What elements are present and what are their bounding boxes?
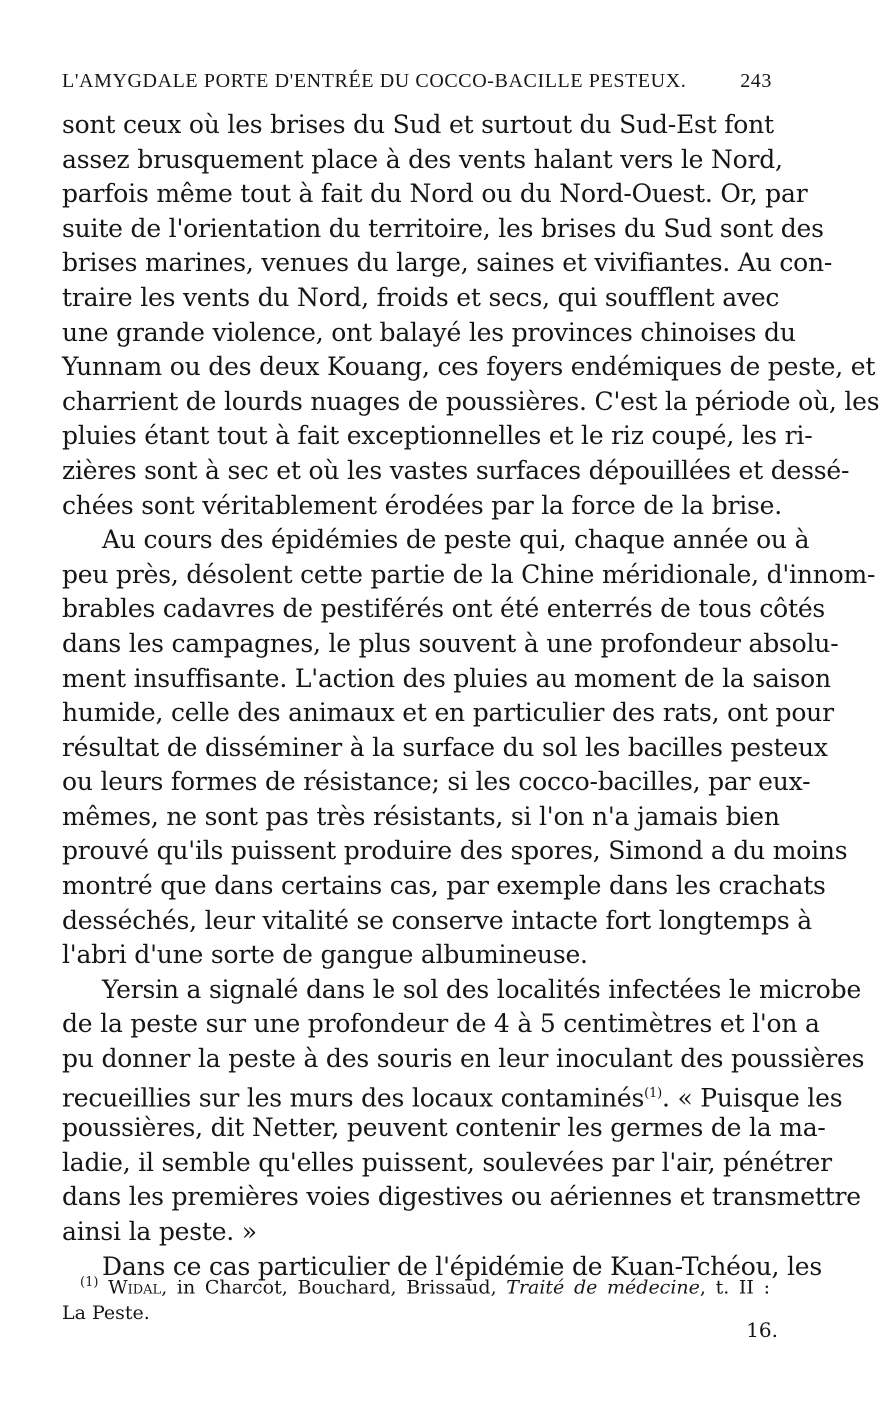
text-line: zières sont à sec et où les vastes surfaces dépouillées et dessé- (62, 455, 850, 485)
running-title: L'AMYGDALE PORTE D'ENTRÉE DU COCCO-BACILLE PESTEUX. (62, 70, 687, 92)
text-line: ou leurs formes de résistance; si les cocco-bacilles, par eux- (62, 767, 811, 797)
text-line: assez brusquement place à des vents halant vers le Nord, (62, 144, 783, 174)
running-header (62, 70, 772, 104)
text-line: mêmes, ne sont pas très résistants, si l'on n'a jamais bien (62, 801, 780, 831)
footnote-line (62, 1268, 770, 1298)
text-line: résultat de disséminer à la surface du sol les bacilles pesteux (62, 732, 828, 762)
text-line: peu près, désolent cette partie de la Chine méridionale, d'innom- (62, 559, 876, 589)
text-line: parfois même tout à fait du Nord ou du Nord-Ouest. Or, par (62, 179, 808, 209)
footnote-line-2: La Peste. (62, 1302, 150, 1324)
text-line: prouvé qu'ils puissent produire des spores, Simond a du moins (62, 836, 848, 866)
page-number: 243 (740, 70, 772, 92)
text-line: dans les premières voies digestives ou aériennes et transmettre (62, 1182, 861, 1212)
text-line: traire les vents du Nord, froids et secs, qui soufflent avec (62, 282, 780, 312)
text-line: de la peste sur une profondeur de 4 à 5 centimètres et l'on a (62, 1009, 820, 1039)
text-line: Yunnam ou des deux Kouang, ces foyers endémiques de peste, et (62, 352, 876, 382)
text-line: humide, celle des animaux et en particulier des rats, ont pour (62, 698, 834, 728)
footnote-title: Traité de médecine (506, 1276, 700, 1299)
text-line: Dans ce cas particulier de l'épidémie de Kuan-Tchéou, les (102, 1251, 823, 1281)
text-line: dans les campagnes, le plus souvent à une profondeur absolu- (62, 628, 839, 658)
text-line: ainsi la peste. » (62, 1217, 257, 1246)
footnote-marker: (1) (80, 1275, 99, 1290)
text-line: desséchés, leur vitalité se conserve intacte fort longtemps à (62, 905, 812, 935)
text-line: poussières, dit Netter, peuvent contenir les germes de la ma- (62, 1113, 826, 1143)
signature-mark: 16. (746, 1318, 778, 1342)
text-line: pu donner la peste à des souris en leur inoculant des poussières (62, 1044, 865, 1074)
text-line: ladie, il semble qu'elles puissent, soulevées par l'air, pénétrer (62, 1147, 832, 1177)
text-line-head: recueillies sur les murs des locaux contaminés (62, 1082, 645, 1112)
body-text (62, 108, 879, 1284)
text-line-tail: . « Puisque les (661, 1082, 843, 1112)
text-line: brises marines, venues du large, saines et vivifiantes. Au con- (62, 248, 833, 278)
text-line: Yersin a signalé dans le sol des localités infectées le microbe (102, 974, 862, 1004)
text-line: montré que dans certains cas, par exemple dans les crachats (62, 871, 826, 901)
text-line: l'abri d'une sorte de gangue albumineuse. (62, 940, 588, 970)
text-line: chées sont véritablement érodées par la force de la brise. (62, 490, 782, 520)
text-line: Au cours des épidémies de peste qui, chaque année ou à (102, 525, 810, 555)
text-line: ment insuffisante. L'action des pluies au moment de la saison (62, 663, 831, 693)
text-line: charrient de lourds nuages de poussières. C'est la période où, les (62, 386, 879, 416)
text-line: suite de l'orientation du territoire, les brises du Sud sont des (62, 213, 824, 243)
footnote (62, 1268, 770, 1328)
footnote-author: Widal (108, 1276, 162, 1299)
footnote-text-a: , in Charcot, Bouchard, Brissaud, (161, 1276, 507, 1299)
footnote-reference: (1) (644, 1085, 662, 1101)
text-line: pluies étant tout à fait exceptionnelles et le riz coupé, les ri- (62, 421, 813, 451)
footnote-text-b: , t. II : (699, 1276, 770, 1299)
text-line-with-note (62, 1077, 843, 1112)
text-line: une grande violence, ont balayé les provinces chinoises du (62, 317, 796, 347)
text-line: sont ceux où les brises du Sud et surtout du Sud-Est font (62, 110, 774, 139)
text-line: brables cadavres de pestiférés ont été enterrés de tous côtés (62, 594, 826, 624)
